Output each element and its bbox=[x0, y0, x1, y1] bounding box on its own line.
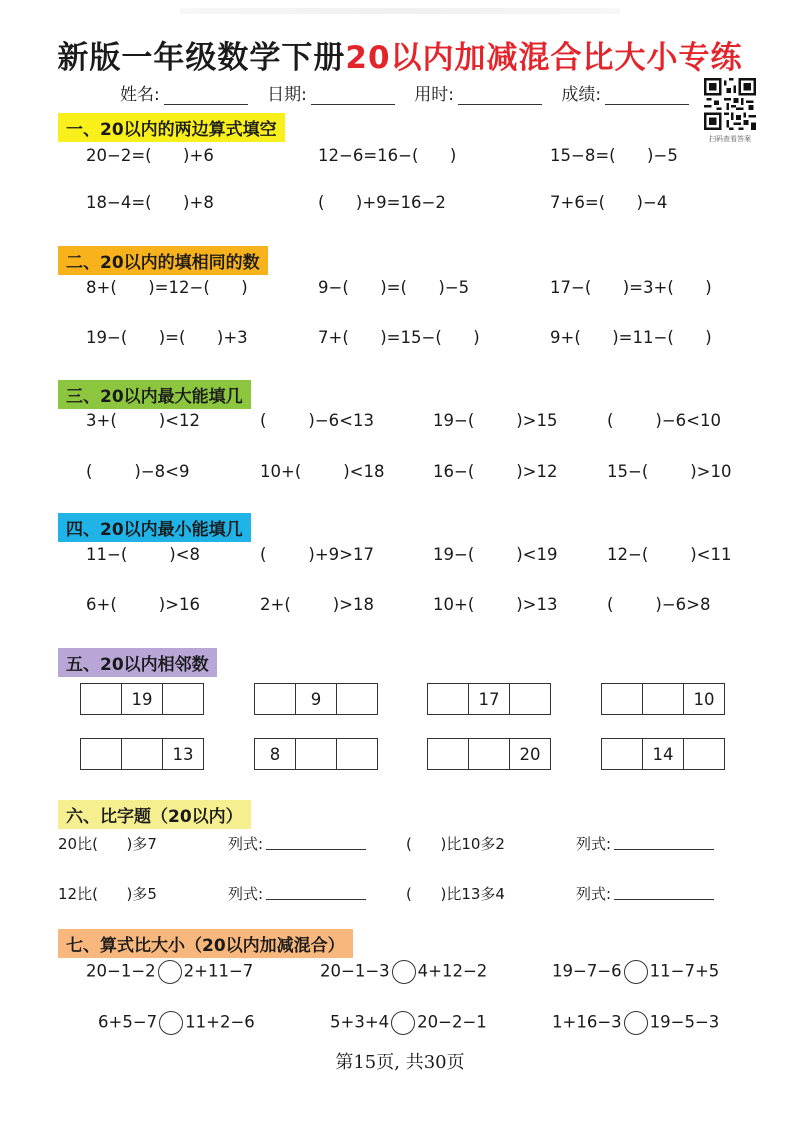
date-blank[interactable] bbox=[311, 88, 395, 105]
neighbor-cell[interactable]: 17 bbox=[469, 684, 510, 714]
neighbor-cell[interactable] bbox=[469, 739, 510, 769]
neighbor-cell[interactable]: 9 bbox=[296, 684, 337, 714]
student-info-line bbox=[120, 80, 703, 105]
compare-circle[interactable] bbox=[391, 1011, 415, 1035]
s7-right-expr: 4+12−2 bbox=[417, 961, 488, 981]
title-red: 20以内加减混合比大小专练 bbox=[345, 40, 743, 76]
s7-comparison bbox=[86, 960, 253, 984]
s6-equation-label: 列式: bbox=[228, 885, 264, 903]
section-4-heading: 四、20以内最小能填几 bbox=[58, 513, 251, 542]
neighbor-box-group bbox=[601, 683, 725, 715]
s1-question[interactable]: 15−8=( )−5 bbox=[550, 146, 678, 165]
neighbor-box-group bbox=[254, 683, 378, 715]
s2-question[interactable]: 9+( )=11−( ) bbox=[550, 328, 712, 347]
s6-question[interactable]: ( )比13多4 bbox=[406, 885, 505, 903]
neighbor-cell[interactable] bbox=[296, 739, 337, 769]
s4-question[interactable]: 11−( )<8 bbox=[86, 545, 200, 564]
s4-question[interactable]: 6+( )>16 bbox=[86, 595, 200, 614]
section-3-heading: 三、20以内最大能填几 bbox=[58, 380, 251, 409]
neighbor-cell[interactable] bbox=[255, 684, 296, 714]
neighbor-cell[interactable] bbox=[602, 684, 643, 714]
date-label: 日期: bbox=[267, 85, 307, 105]
neighbor-cell[interactable] bbox=[337, 739, 377, 769]
s7-left-expr: 1+16−3 bbox=[552, 1012, 622, 1032]
s2-question[interactable]: 7+( )=15−( ) bbox=[318, 328, 480, 347]
s7-comparison bbox=[320, 960, 487, 984]
title-black: 新版一年级数学下册 bbox=[57, 40, 346, 76]
neighbor-box-group bbox=[80, 683, 204, 715]
neighbor-cell[interactable] bbox=[643, 684, 684, 714]
qr-code-icon bbox=[704, 78, 756, 130]
score-label: 成绩: bbox=[561, 85, 602, 105]
s6-question[interactable]: ( )比10多2 bbox=[406, 835, 505, 853]
time-blank[interactable] bbox=[458, 88, 542, 105]
s7-right-expr: 11+2−6 bbox=[185, 1012, 255, 1032]
s2-question[interactable]: 8+( )=12−( ) bbox=[86, 278, 248, 297]
section-6-heading: 六、比字题（20以内） bbox=[58, 800, 251, 829]
name-blank[interactable] bbox=[164, 88, 248, 105]
s3-question[interactable]: ( )−6<10 bbox=[607, 411, 721, 430]
s2-question[interactable]: 19−( )=( )+3 bbox=[86, 328, 248, 347]
s7-left-expr: 6+5−7 bbox=[98, 1012, 158, 1032]
neighbor-box-group bbox=[80, 738, 204, 770]
neighbor-box-group bbox=[601, 738, 725, 770]
section-2-heading: 二、20以内的填相同的数 bbox=[58, 246, 268, 275]
s1-question[interactable]: 12−6=16−( ) bbox=[318, 146, 457, 165]
s6-equation-label: 列式: bbox=[576, 835, 612, 853]
neighbor-cell[interactable] bbox=[602, 739, 643, 769]
section-7-heading: 七、算式比大小（20以内加减混合） bbox=[58, 929, 353, 958]
name-label: 姓名: bbox=[120, 85, 160, 105]
neighbor-cell[interactable] bbox=[337, 684, 377, 714]
s6-answer-line[interactable] bbox=[614, 899, 714, 900]
s7-left-expr: 5+3+4 bbox=[330, 1012, 390, 1032]
s4-question[interactable]: ( )+9>17 bbox=[260, 545, 374, 564]
neighbor-cell[interactable] bbox=[684, 739, 724, 769]
neighbor-cell[interactable] bbox=[428, 739, 469, 769]
s4-question[interactable]: 10+( )>13 bbox=[433, 595, 558, 614]
neighbor-cell[interactable] bbox=[81, 739, 122, 769]
s3-question[interactable]: ( )−8<9 bbox=[86, 462, 190, 481]
neighbor-cell[interactable]: 19 bbox=[122, 684, 163, 714]
s4-question[interactable]: 12−( )<11 bbox=[607, 545, 732, 564]
s6-equation-label: 列式: bbox=[576, 885, 612, 903]
neighbor-cell[interactable] bbox=[81, 684, 122, 714]
worksheet-title bbox=[0, 32, 800, 77]
s1-question[interactable]: 7+6=( )−4 bbox=[550, 193, 668, 212]
neighbor-cell[interactable] bbox=[122, 739, 163, 769]
compare-circle[interactable] bbox=[624, 1011, 648, 1035]
s1-question[interactable]: 18−4=( )+8 bbox=[86, 193, 214, 212]
compare-circle[interactable] bbox=[392, 960, 416, 984]
neighbor-box-group bbox=[254, 738, 378, 770]
s7-comparison bbox=[552, 1011, 719, 1035]
s6-answer-line[interactable] bbox=[266, 849, 366, 850]
s6-equation-label: 列式: bbox=[228, 835, 264, 853]
s4-question[interactable]: 19−( )<19 bbox=[433, 545, 558, 564]
s2-question[interactable]: 17−( )=3+( ) bbox=[550, 278, 712, 297]
s7-comparison bbox=[552, 960, 719, 984]
qr-caption: 扫码查看答案 bbox=[709, 135, 751, 143]
compare-circle[interactable] bbox=[158, 960, 182, 984]
s3-question[interactable]: ( )−6<13 bbox=[260, 411, 374, 430]
neighbor-cell[interactable]: 20 bbox=[519, 744, 541, 764]
s4-question[interactable]: 2+( )>18 bbox=[260, 595, 374, 614]
s7-comparison bbox=[98, 1011, 255, 1035]
s7-left-expr: 20−1−2 bbox=[86, 961, 156, 981]
neighbor-cell[interactable]: 8 bbox=[255, 739, 296, 769]
section-5-heading: 五、20以内相邻数 bbox=[58, 648, 217, 677]
compare-circle[interactable] bbox=[159, 1011, 183, 1035]
s3-question[interactable]: 3+( )<12 bbox=[86, 411, 200, 430]
s7-right-expr: 20−2−1 bbox=[417, 1012, 487, 1032]
s3-question[interactable]: 19−( )>15 bbox=[433, 411, 558, 430]
s2-question[interactable]: 9−( )=( )−5 bbox=[318, 278, 470, 297]
s7-comparison bbox=[330, 1011, 487, 1035]
s6-question[interactable]: 20比( )多7 bbox=[58, 835, 157, 853]
page-number: 第15页, 共30页 bbox=[335, 1052, 465, 1073]
s1-question[interactable]: 20−2=( )+6 bbox=[86, 146, 214, 165]
s6-answer-line[interactable] bbox=[266, 899, 366, 900]
s6-answer-line[interactable] bbox=[614, 849, 714, 850]
neighbor-box-group bbox=[427, 738, 551, 770]
neighbor-cell[interactable] bbox=[163, 684, 203, 714]
s7-left-expr: 19−7−6 bbox=[552, 961, 622, 981]
s7-left-expr: 20−1−3 bbox=[320, 961, 390, 981]
s7-right-expr: 2+11−7 bbox=[183, 961, 254, 981]
s1-question[interactable]: ( )+9=16−2 bbox=[318, 193, 446, 212]
neighbor-cell[interactable] bbox=[428, 684, 469, 714]
neighbor-box-group bbox=[427, 683, 551, 715]
time-label: 用时: bbox=[414, 85, 455, 105]
compare-circle[interactable] bbox=[624, 960, 648, 984]
section-1-heading: 一、20以内的两边算式填空 bbox=[58, 113, 285, 142]
faint-header-mark bbox=[180, 8, 620, 14]
s7-right-expr: 11−7+5 bbox=[649, 961, 720, 981]
s4-question[interactable]: ( )−6>8 bbox=[607, 595, 711, 614]
neighbor-cell[interactable]: 14 bbox=[643, 739, 684, 769]
s7-right-expr: 19−5−3 bbox=[649, 1012, 720, 1032]
s3-question[interactable]: 16−( )>12 bbox=[433, 462, 558, 481]
s3-question[interactable]: 10+( )<18 bbox=[260, 462, 385, 481]
score-blank[interactable] bbox=[605, 88, 689, 105]
neighbor-cell[interactable]: 10 bbox=[693, 689, 715, 709]
neighbor-cell[interactable]: 13 bbox=[172, 744, 194, 764]
s6-question[interactable]: 12比( )多5 bbox=[58, 885, 157, 903]
s3-question[interactable]: 15−( )>10 bbox=[607, 462, 732, 481]
neighbor-cell[interactable] bbox=[510, 684, 550, 714]
